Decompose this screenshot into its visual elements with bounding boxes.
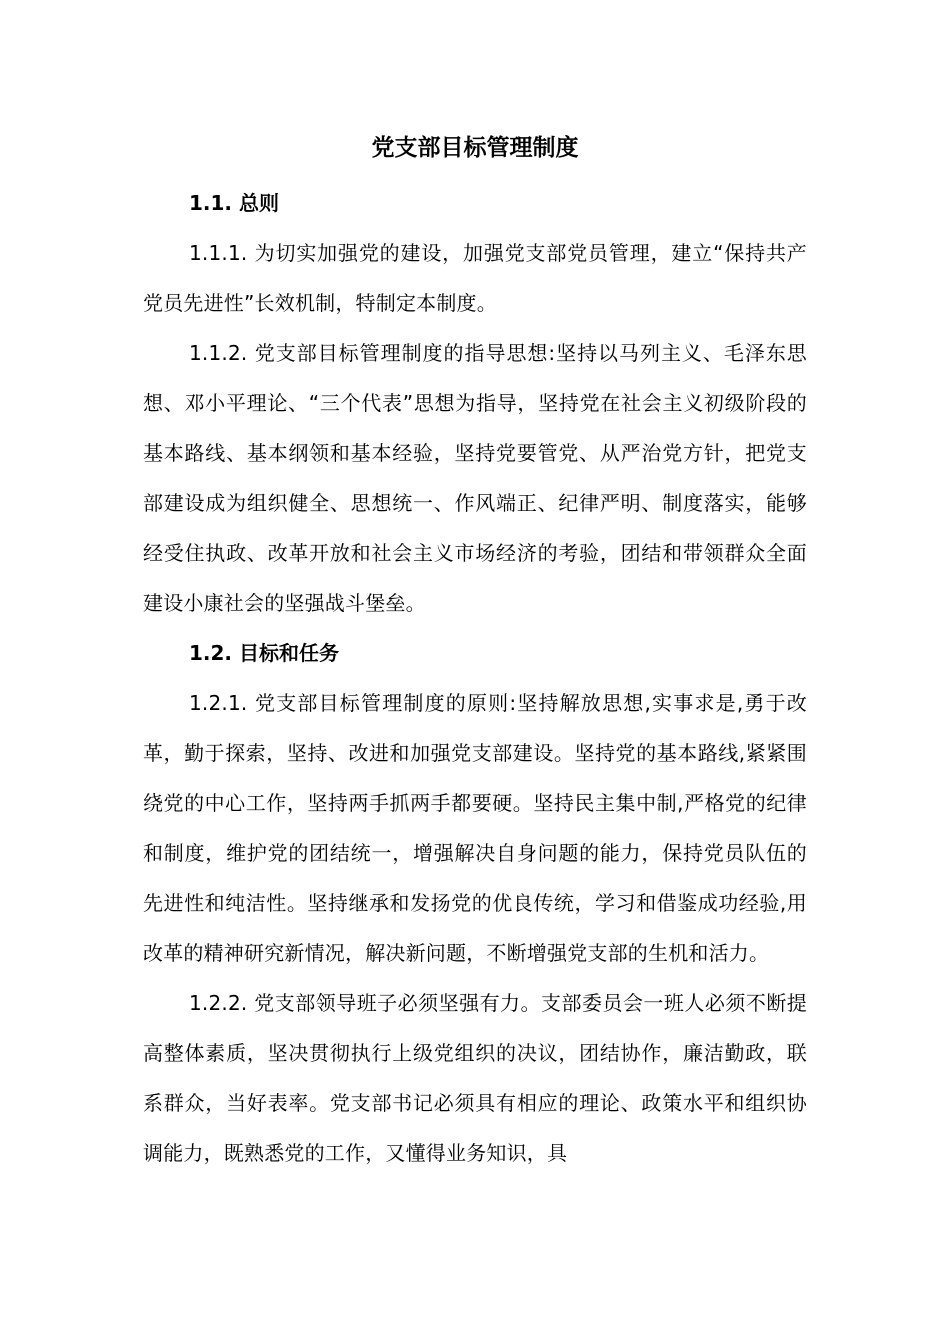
paragraph: 1.1.2. 党支部目标管理制度的指导思想:坚持以马列主义、毛泽东思想、邓小平理论、“三个代表”思想为指导，坚持党在社会主义初级阶段的基本路线、基本纲领和基本经验，坚持党要管党、从严治党方针，把党支部建设成为组织健全、思想统一、作风端正、纪律严明、制度落实，能够经受住执政、改革开放和社会主义市场经济的考验，团结和带领群众全面建设小康社会的坚强战斗堡垒。 bbox=[143, 341, 807, 615]
section-general bbox=[143, 178, 807, 628]
paragraph: 1.1.1. 为切实加强党的建设，加强党支部党员管理，建立“保持共产党员先进性”长效机制，特制定本制度。 bbox=[143, 241, 807, 315]
paragraph: 1.2.1. 党支部目标管理制度的原则:坚持解放思想,实事求是,勇于改革，勤于探索，坚持、改进和加强党支部建设。坚持党的基本路线,紧紧围绕党的中心工作，坚持两手抓两手都要硬。坚持民主集中制,严格党的纪律和制度，维护党的团结统一，增强解决自身问题的能力，保持党员队伍的先进性和纯洁性。坚持继承和发扬党的优良传统，学习和借鉴成功经验,用改革的精神研究新情况，解决新问题，不断增强党支部的生机和活力。 bbox=[143, 691, 807, 965]
paragraph: 1.2.2. 党支部领导班子必须坚强有力。支部委员会一班人必须不断提高整体素质，坚决贯彻执行上级党组织的决议，团结协作，廉洁勤政，联系群众，当好表率。党支部书记必须具有相应的理论、政策水平和组织协调能力，既熟悉党的工作，又懂得业务知识，具 bbox=[143, 991, 807, 1165]
section-goals-and-tasks bbox=[143, 628, 807, 1178]
document-title: 党支部目标管理制度 bbox=[371, 135, 579, 161]
section-heading: 1.2. 目标和任务 bbox=[189, 641, 339, 665]
section-heading: 1.1. 总则 bbox=[189, 191, 279, 215]
